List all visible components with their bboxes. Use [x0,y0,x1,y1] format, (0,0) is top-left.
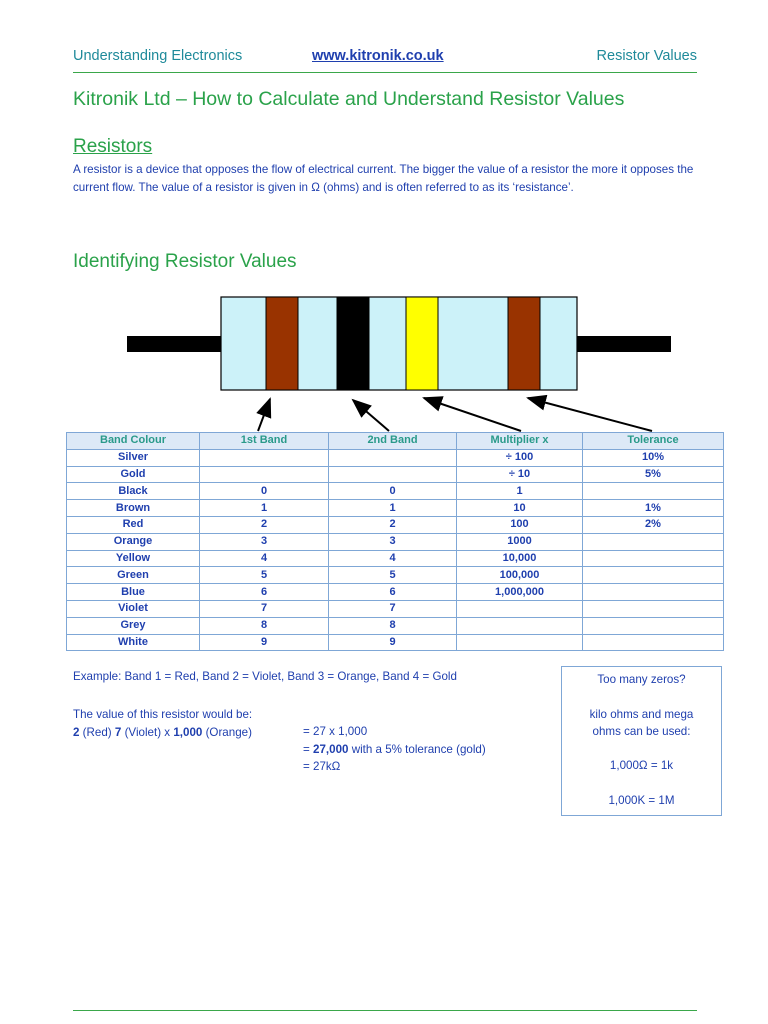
zeros-equation-2: 1,000K = 1M [608,794,675,807]
table-cell [583,600,724,617]
footer-divider [73,1010,697,1011]
table-cell [200,449,329,466]
table-cell: 7 [200,600,329,617]
table-cell: 100,000 [457,567,583,584]
table-cell: ÷ 100 [457,449,583,466]
example-digit-2: 7 [114,725,122,739]
table-header-cell: Multiplier x [457,433,583,450]
table-cell: 10 [457,500,583,517]
zeros-line-1: kilo ohms and mega [589,708,694,721]
table-header-row [67,433,724,450]
example-multiplier: 1,000 [173,725,203,739]
table-row [67,516,724,533]
table-cell [200,466,329,483]
page-title: Kitronik Ltd – How to Calculate and Understand Resistor Values [73,88,625,110]
resistor-lead-right [577,336,671,352]
table-cell: 2 [329,516,457,533]
table-cell: Yellow [67,550,200,567]
header-section-title: Understanding Electronics [73,48,243,64]
arrow-band-1 [258,399,270,431]
table-cell [583,584,724,601]
table-cell: 6 [329,584,457,601]
table-cell [583,617,724,634]
resistor-band-4 [508,297,540,390]
table-cell: Gold [67,466,200,483]
resistor-band-3 [406,297,438,390]
table-cell: 8 [329,617,457,634]
resistor-colour-table [66,432,724,651]
example-digit-1: 2 [73,725,80,739]
table-cell: 1% [583,500,724,517]
example-digit-2-colour: (Violet) x [121,725,174,739]
table-cell: 1 [457,483,583,500]
table-cell: 5 [200,567,329,584]
resistor-diagram [0,0,768,440]
table-row [67,600,724,617]
table-cell: Silver [67,449,200,466]
arrow-band-2 [353,400,389,431]
resistor-band-1 [266,297,298,390]
table-row [67,567,724,584]
table-cell [583,634,724,651]
table-cell: 6 [200,584,329,601]
table-cell: 5% [583,466,724,483]
calc2-value: 27,000 [313,742,349,756]
calc2-prefix: = [303,742,313,756]
table-row [67,584,724,601]
header-website-link[interactable]: www.kitronik.co.uk [312,48,444,64]
table-row [67,617,724,634]
table-cell: Orange [67,533,200,550]
table-cell: 2% [583,516,724,533]
example-digit-1-colour: (Red) [79,725,115,739]
example-calc-line-3: = 27kΩ [303,760,341,773]
table-header-cell: Tolerance [583,433,724,450]
arrow-band-3 [424,398,521,431]
example-value [73,706,252,741]
example-calculation [303,723,486,776]
table-cell: 1 [329,500,457,517]
table-header-cell: 1st Band [200,433,329,450]
table-cell: 3 [329,533,457,550]
example-calc-line-1: = 27 x 1,000 [303,725,368,738]
table-row [67,533,724,550]
example-calc-line-2 [303,741,486,759]
table-row [67,550,724,567]
example-value-digits [73,724,252,742]
table-cell [583,483,724,500]
table-cell [457,617,583,634]
example-multiplier-colour: (Orange) [202,725,252,739]
table-cell: 9 [200,634,329,651]
resistor-lead-left [127,336,221,352]
table-cell: 5 [329,567,457,584]
header-topic: Resistor Values [596,48,697,64]
table-cell [583,533,724,550]
table-row [67,449,724,466]
table-cell: Grey [67,617,200,634]
calc2-rest: with a 5% tolerance (gold) [348,742,486,756]
table-header-cell: Band Colour [67,433,200,450]
zeros-line-2: ohms can be used: [592,725,691,738]
table-header-cell: 2nd Band [329,433,457,450]
table-cell: 1000 [457,533,583,550]
table-cell [457,634,583,651]
table-cell: 4 [200,550,329,567]
table-cell [457,600,583,617]
table-cell [583,550,724,567]
table-cell: 100 [457,516,583,533]
resistors-intro-text: A resistor is a device that opposes the flow of electrical current. The bigger the value of a resistor the more it opposes the current flow. The value of a resistor is given in Ω (ohms) and is often referred to as its ‘resistance’. [73,163,694,194]
table-cell: Red [67,516,200,533]
table-cell: Black [67,483,200,500]
table-cell: 4 [329,550,457,567]
zeros-equation-1: 1,000Ω = 1k [609,759,674,772]
example-value-label: The value of this resistor would be: [73,708,253,721]
resistors-heading: Resistors [73,136,153,157]
table-row [67,483,724,500]
table-cell: 9 [329,634,457,651]
resistor-band-2 [337,297,369,390]
table-cell: Blue [67,584,200,601]
table-cell: Green [67,567,200,584]
table-cell: ÷ 10 [457,466,583,483]
table-cell: Brown [67,500,200,517]
identifying-heading: Identifying Resistor Values [73,251,297,272]
table-cell: 3 [200,533,329,550]
table-cell: 1,000,000 [457,584,583,601]
zeros-info-box [561,666,722,816]
table-cell [329,466,457,483]
arrow-band-4 [528,398,652,431]
table-cell: 8 [200,617,329,634]
table-cell: 2 [200,516,329,533]
table-cell [329,449,457,466]
table-cell: Violet [67,600,200,617]
table-cell: 10,000 [457,550,583,567]
zeros-title: Too many zeros? [597,673,686,686]
table-row [67,466,724,483]
table-row [67,500,724,517]
table-cell: 10% [583,449,724,466]
example-line: Example: Band 1 = Red, Band 2 = Violet, Band 3 = Orange, Band 4 = Gold [73,670,457,683]
table-cell [583,567,724,584]
table-cell: 0 [200,483,329,500]
table-cell: 1 [200,500,329,517]
table-cell: 0 [329,483,457,500]
table-cell: 7 [329,600,457,617]
table-cell: White [67,634,200,651]
table-row [67,634,724,651]
